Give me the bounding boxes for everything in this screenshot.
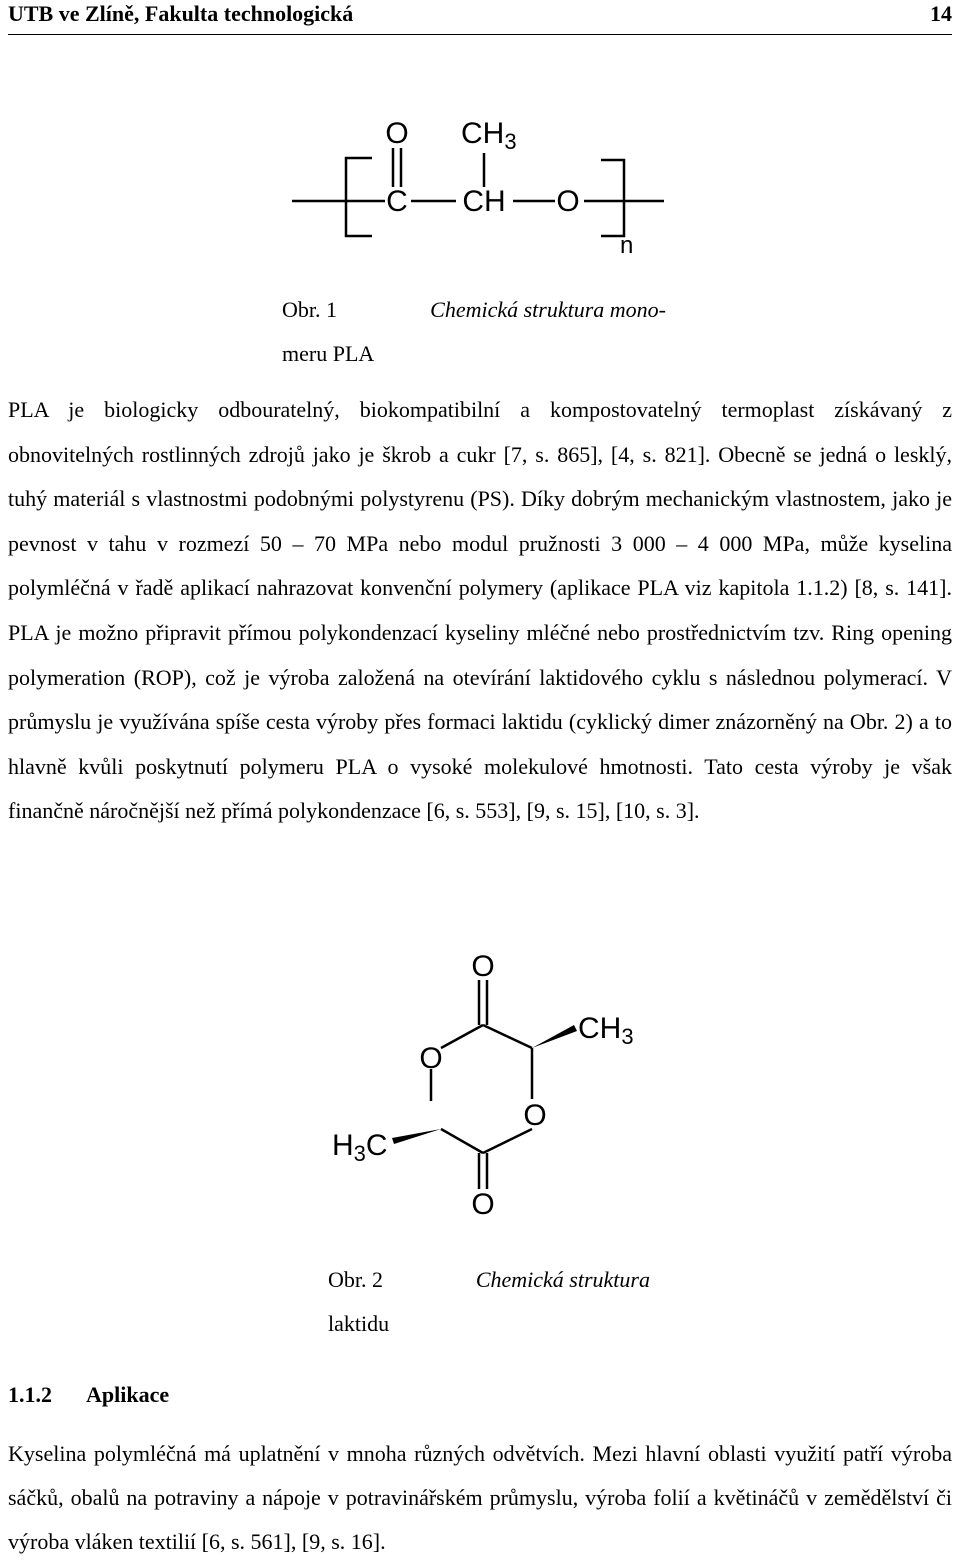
atom-o-right: O [523,1099,547,1132]
section-heading [8,1378,169,1412]
atom-o-bottom: O [471,1188,495,1221]
group-ch3-right: $CH_3$ [578,1012,634,1049]
atom-c: C [386,185,408,218]
group-h3c-left: $H_3C$ [332,1129,388,1166]
figure2-caption-title: Chemická struktura [475,1267,650,1292]
figure1-caption-line2: meru PLA [282,341,375,366]
atom-o-carbonyl: O [385,117,409,150]
atom-o-left: O [419,1042,443,1075]
atom-o-chain: O [556,185,580,218]
figure2-caption-label: Obr. 2 [328,1267,383,1292]
header-page-number: 14 [930,1,952,26]
figure2-caption [328,1258,650,1346]
page-header [8,0,952,35]
figure1-caption-title: Chemická struktura mono- [430,297,666,322]
figure-lactide [0,945,960,1225]
figure2-caption-line2: laktidu [328,1311,390,1336]
section-title: Aplikace [86,1382,170,1407]
figure-pla-monomer [0,105,960,265]
figure1-caption-label: Obr. 1 [282,297,337,322]
atom-ch: CH [462,185,506,218]
paragraph-applications: Kyselina polymléčná má uplatnění v mnoha různých odvětvích. Mezi hlavní oblasti využití patří výroba sáčků, obalů na potraviny a nápoje v potravinářském průmyslu, výroba folií a květináčů v zemědělství či výroba vláken textilií [6, s. 561], [9, s. 16]. [8,1441,952,1554]
section-number: 1.1.2 [8,1382,52,1407]
figure1-caption [282,288,666,376]
group-ch3: $CH_3$ [461,117,517,154]
atom-o-top: O [471,950,495,983]
header-institution: UTB ve Zlíně, Fakulta technologická [8,1,354,26]
subscript-n: n [620,232,634,259]
paragraph-pla-description: PLA je biologicky odbouratelný, biokompatibilní a kompostovatelný termoplast získávaný z obnovitelných rostlinných zdrojů jako je škrob a cukr [7, s. 865], [4, s. 821]. Obecně se jedná o lesklý, tuhý materiál s vlastnostmi podobnými polystyrenu (PS). Díky dobrým mechanickým vlastnostem, jako je pevnost v tahu v rozmezí 50 – 70 MPa nebo modul pružnosti 3 000 – 4 000 MPa, může kyselina polymléčná v řadě aplikací nahrazovat konvenční polymery (aplikace PLA viz kapitola 1.1.2) [8, s. 141]. PLA je možno připravit přímou polykondenzací kyseliny mléčné nebo prostřednictvím tzv. Ring opening polymeration (ROP), což je výroba založená na otevírání laktidového cyklu s následnou polymerací. V průmyslu je využívána spíše cesta výroby přes formaci laktidu (cyklický dimer znázorněný na Obr. 2) a to hlavně kvůli poskytnutí polymeru PLA o vysoké molekulové hmotnosti. Tato cesta výroby je však finančně náročnější než přímá polykondenzace [6, s. 553], [9, s. 15], [10, s. 3]. [8,397,952,824]
